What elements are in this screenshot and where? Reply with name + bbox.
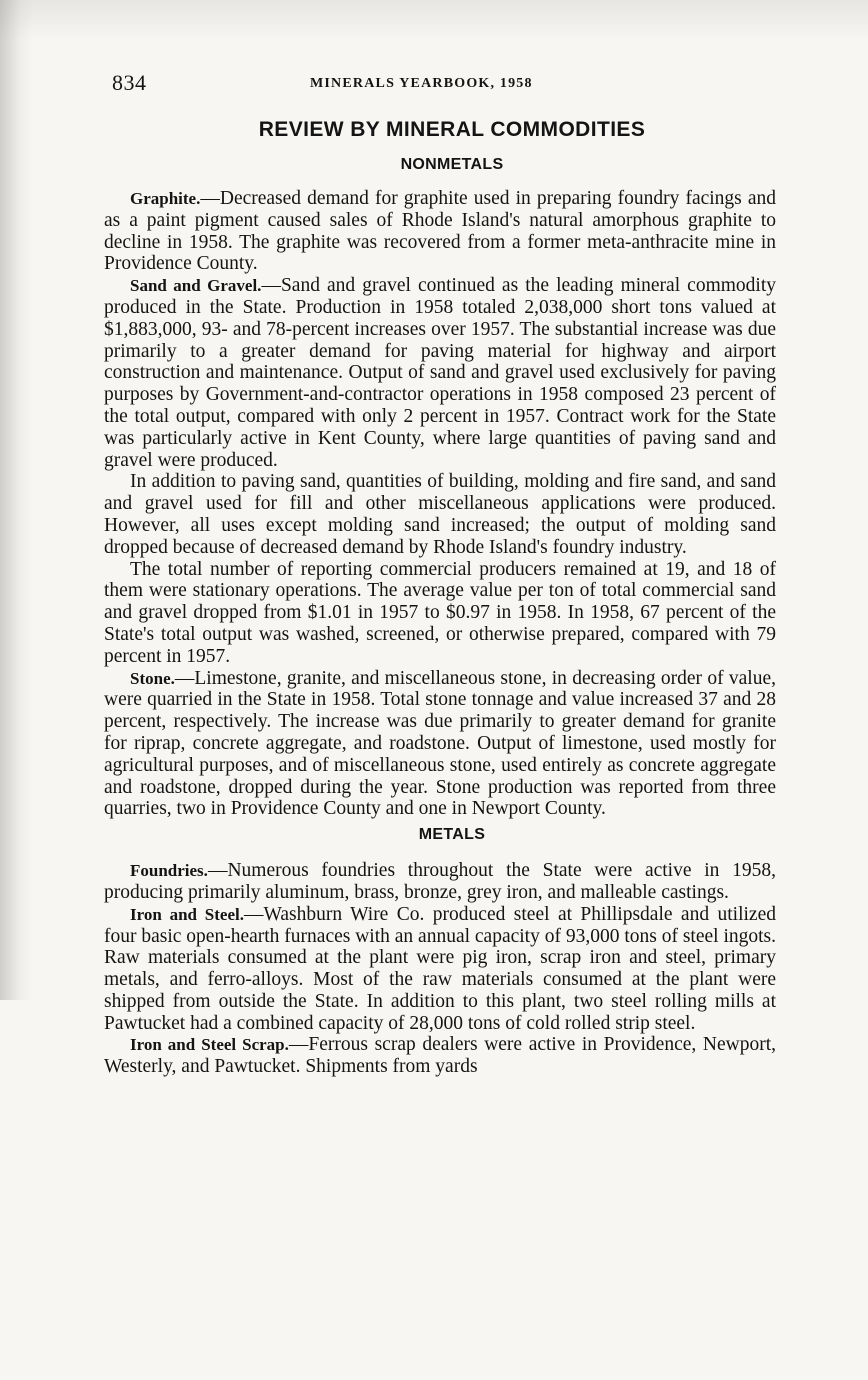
paragraph-lead: Iron and Steel. [130,904,244,924]
scan-top-shadow [0,0,868,40]
foundries-paragraph [104,860,776,904]
nonmetals-heading: NONMETALS [400,156,504,173]
paragraph-text: —Washburn Wire Co. produced steel at Phillipsdale and utilized four basic open-hearth furnaces with an annual capacity of 93,000 tons of steel ingots. Raw materials consumed at the plant were pig iron, scrap iron and steel, primary metals, and ferro-alloys. Most of the raw materials consumed at the plant were shipped from outside the State. In addition to this plant, two steel rolling mills at Pawtucket had a combined capacity of 28,000 tons of cold rolled strip steel. [104,903,776,1034]
paragraph-lead: Sand and Gravel. [130,276,262,296]
paragraph-text: —Sand and gravel continued as the leading mineral commodity produced in the State. Production in 1958 totaled 2,038,000 short tons valued at $1,883,000, 93- and 78-percent increases over 1957. The substantial increase was due primarily to a greater demand for paving material for highway and airport construction and maintenance. Output of sand and gravel used exclusively for paving purposes by Government-and-contractor operations in 1958 composed 23 percent of the total output, compared with only 2 percent in 1957. Contract work for the State was particularly active in Kent County, where large quantities of paving sand and gravel were produced. [104,275,777,471]
page-number: 834 [112,70,147,95]
graphite-paragraph [104,188,776,275]
main-heading: REVIEW BY MINERAL COMMODITIES [258,118,646,141]
stone-paragraph [104,668,776,821]
producers-paragraph [104,559,776,668]
running-header [104,66,776,96]
iron-steel-scrap-paragraph [104,1034,776,1078]
sand-gravel-paragraph [104,275,776,471]
paragraph-text: The total number of reporting commercial producers remained at 19, and 18 of them were stationary operations. The average value per ton of total commercial sand and gravel dropped from $1.01 in 1957 to $0.97 in 1958. In 1958, 67 percent of the State's total output was washed, screened, or otherwise prepared, compared with 79 percent in 1957. [104,558,776,667]
book-page [104,66,776,1078]
paragraph-text: —Ferrous scrap dealers were active in Providence, Newport, Westerly, and Pawtucket. Shipments from yards [104,1034,776,1078]
paragraph-text: —Decreased demand for graphite used in preparing foundry facings and as a paint pigment caused sales of Rhode Island's natural amorphous graphite to decline in 1958. The graphite was recovered from a former meta-anthracite mine in Providence County. [104,188,776,275]
metals-heading: METALS [418,826,486,844]
paragraph-text: —Limestone, granite, and miscellaneous stone, in decreasing order of value, were quarried in the State in 1958. Total stone tonnage and value increased 37 and 28 percent, respectively. The increase was due primarily to greater demand for granite for riprap, concrete aggregate, and roadstone. Output of limestone, used mostly for agricultural purposes, and of miscellaneous stone, used entirely as concrete aggregate and roadstone, dropped during the year. Stone production was reported from three quarries, two in Providence County and one in Newport County. [104,667,776,820]
iron-steel-paragraph [104,904,776,1035]
paragraph-lead: Foundries. [130,861,208,881]
paragraph-text: —Numerous foundries throughout the State were active in 1958, producing primarily aluminum, brass, bronze, grey iron, and malleable castings. [104,860,776,903]
paragraph-lead: Graphite. [130,189,201,208]
sand-uses-paragraph [104,471,776,558]
running-title: MINERALS YEARBOOK, 1958 [310,76,533,91]
scan-edge-shadow [0,0,34,1000]
paragraph-lead: Stone. [130,668,175,688]
paragraph-text: In addition to paving sand, quantities of building, molding and fire sand, and sand and gravel used for fill and other miscellaneous applications were produced. However, all uses except molding sand increased; the output of molding sand dropped because of decreased demand by Rhode Island's foundry industry. [104,471,776,558]
paragraph-lead: Iron and Steel Scrap. [130,1035,289,1055]
